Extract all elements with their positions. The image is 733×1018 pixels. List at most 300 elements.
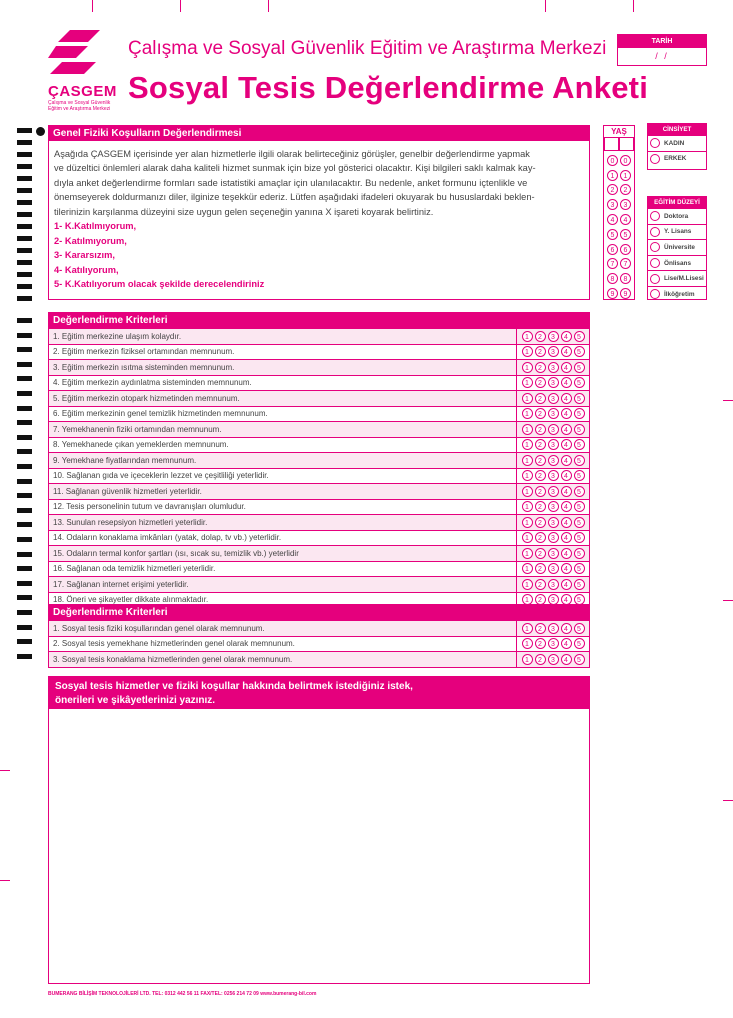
radio-circle[interactable] xyxy=(650,274,660,284)
rating-bubble[interactable]: 5 xyxy=(574,654,585,665)
edge-tick xyxy=(0,880,10,881)
rating-bubble[interactable]: 4 xyxy=(561,501,572,512)
timing-mark xyxy=(17,493,32,498)
rating-bubble[interactable]: 1 xyxy=(522,455,533,466)
timing-mark xyxy=(17,552,32,557)
criteria-text: 18. Öneri ve şikayetler dikkate alınmaktadır. xyxy=(53,595,209,605)
rating-bubble[interactable]: 2 xyxy=(535,501,546,512)
timing-mark xyxy=(17,296,32,301)
age-digit-bubble[interactable]: 9 xyxy=(620,288,631,299)
age-digit-row xyxy=(604,227,634,242)
timing-mark xyxy=(17,347,32,352)
gender-label: CİNSİYET xyxy=(648,124,706,135)
timing-mark xyxy=(17,333,32,338)
rating-bubble[interactable]: 5 xyxy=(574,486,585,497)
rating-bubble[interactable]: 5 xyxy=(574,455,585,466)
rating-bubble[interactable]: 3 xyxy=(548,563,559,574)
age-digit-row xyxy=(604,286,634,301)
rating-bubble[interactable]: 2 xyxy=(535,532,546,543)
criteria-rows xyxy=(49,620,589,667)
timing-mark xyxy=(17,566,32,571)
age-digit-row xyxy=(604,197,634,212)
education-option[interactable] xyxy=(648,270,706,286)
rating-options xyxy=(516,376,589,391)
info-line: ve düzeltici önlemleri alarak daha kaliteli hizmet sunmak için bize yol gösterici olacaktır. Kişi bilgileri saklı kalmak kay- xyxy=(54,163,536,174)
age-field xyxy=(603,125,635,300)
rating-bubble[interactable]: 4 xyxy=(561,377,572,388)
timing-mark xyxy=(17,318,32,323)
education-label: EĞİTİM DÜZEYİ xyxy=(648,197,706,208)
criteria-row xyxy=(49,545,589,561)
edge-tick xyxy=(723,800,733,801)
rating-bubble[interactable]: 1 xyxy=(522,563,533,574)
rating-bubble[interactable]: 1 xyxy=(522,486,533,497)
rating-bubble[interactable]: 3 xyxy=(548,362,559,373)
rating-bubble[interactable]: 2 xyxy=(535,331,546,342)
info-text xyxy=(49,141,589,219)
scale-item: 4- Katılıyorum, xyxy=(54,264,119,275)
rating-bubble[interactable]: 3 xyxy=(548,486,559,497)
rating-bubble[interactable]: 1 xyxy=(522,346,533,357)
rating-bubble[interactable]: 5 xyxy=(574,501,585,512)
radio-circle[interactable] xyxy=(650,154,660,164)
rating-bubble[interactable]: 2 xyxy=(535,424,546,435)
criteria-text: 11. Sağlanan güvenlik hizmetleri yeterlidir. xyxy=(53,486,202,496)
logo-text: ÇASGEM xyxy=(48,83,117,100)
timing-mark xyxy=(17,654,32,659)
rating-bubble[interactable]: 4 xyxy=(561,532,572,543)
timing-mark xyxy=(17,391,32,396)
rating-bubble[interactable]: 2 xyxy=(535,377,546,388)
rating-bubble[interactable]: 4 xyxy=(561,548,572,559)
education-box xyxy=(647,196,707,300)
rating-bubble[interactable]: 2 xyxy=(535,517,546,528)
rating-options xyxy=(516,422,589,437)
rating-bubble[interactable]: 2 xyxy=(535,362,546,373)
rating-bubble[interactable]: 4 xyxy=(561,638,572,649)
date-value: / / xyxy=(655,51,669,61)
rating-bubble[interactable]: 3 xyxy=(548,623,559,634)
age-digit-bubble[interactable]: 2 xyxy=(607,184,618,195)
rating-bubble[interactable]: 1 xyxy=(522,654,533,665)
rating-bubble[interactable]: 5 xyxy=(574,362,585,373)
rating-bubble[interactable]: 4 xyxy=(561,470,572,481)
education-option[interactable] xyxy=(648,255,706,271)
rating-bubble[interactable]: 3 xyxy=(548,470,559,481)
rating-bubble[interactable]: 1 xyxy=(522,331,533,342)
rating-bubble[interactable]: 5 xyxy=(574,393,585,404)
rating-bubble[interactable]: 5 xyxy=(574,377,585,388)
rating-bubble[interactable]: 2 xyxy=(535,470,546,481)
rating-bubble[interactable]: 5 xyxy=(574,424,585,435)
rating-bubble[interactable]: 5 xyxy=(574,331,585,342)
rating-bubble[interactable]: 1 xyxy=(522,470,533,481)
rating-bubble[interactable]: 4 xyxy=(561,563,572,574)
rating-bubble[interactable]: 3 xyxy=(548,424,559,435)
option-label: Doktora xyxy=(664,212,689,220)
criteria-row xyxy=(49,483,589,499)
timing-mark xyxy=(17,260,32,265)
edge-tick xyxy=(723,400,733,401)
rating-bubble[interactable]: 3 xyxy=(548,377,559,388)
rating-bubble[interactable]: 5 xyxy=(574,517,585,528)
scale-item: 1- K.Katılmıyorum, xyxy=(54,221,137,232)
rating-bubble[interactable]: 5 xyxy=(574,532,585,543)
rating-options xyxy=(516,652,589,667)
timing-mark xyxy=(17,639,32,644)
criteria-text: 6. Eğitim merkezinin genel temizlik hizmetinden memnunum. xyxy=(53,409,268,419)
rating-bubble[interactable]: 5 xyxy=(574,346,585,357)
comment-title-line: önerileri ve şikâyetlerinizi yazınız. xyxy=(55,695,216,706)
edge-tick xyxy=(92,0,93,12)
option-label: İlköğretim xyxy=(664,290,695,298)
education-option[interactable] xyxy=(648,208,706,224)
timing-mark xyxy=(17,420,32,425)
criteria-text: 9. Yemekhane fiyatlarından memnunum. xyxy=(53,455,197,465)
rating-bubble[interactable]: 2 xyxy=(535,548,546,559)
rating-bubble[interactable]: 3 xyxy=(548,346,559,357)
timing-mark xyxy=(17,406,32,411)
criteria-text: 16. Sağlanan oda temizlik hizmetleri yeterlidir. xyxy=(53,564,216,574)
page-title: Sosyal Tesis Değerlendirme Anketi xyxy=(128,70,649,105)
rating-bubble[interactable]: 1 xyxy=(522,579,533,590)
education-option[interactable] xyxy=(648,286,706,302)
criteria-text: 8. Yemekhanede çıkan yemeklerden memnunum. xyxy=(53,440,229,450)
criteria-row xyxy=(49,468,589,484)
rating-options xyxy=(516,391,589,406)
criteria-panel-title: Değerlendirme Kriterleri xyxy=(49,313,589,328)
rating-bubble[interactable]: 4 xyxy=(561,654,572,665)
rating-bubble[interactable]: 4 xyxy=(561,408,572,419)
age-digit-bubble[interactable]: 1 xyxy=(607,170,618,181)
casgem-logo xyxy=(48,28,118,114)
criteria-row xyxy=(49,636,589,652)
rating-bubble[interactable]: 4 xyxy=(561,393,572,404)
rating-options xyxy=(516,484,589,499)
comment-title xyxy=(49,677,589,709)
criteria-row xyxy=(49,514,589,530)
criteria-row xyxy=(49,359,589,375)
rating-bubble[interactable]: 2 xyxy=(535,563,546,574)
rating-bubble[interactable]: 1 xyxy=(522,393,533,404)
date-label: TARİH xyxy=(618,35,706,48)
comment-textarea[interactable] xyxy=(49,709,589,981)
timing-mark xyxy=(17,362,32,367)
criteria-text: 4. Eğitim merkezin aydınlatma sisteminden memnunum. xyxy=(53,378,252,388)
rating-bubble[interactable]: 3 xyxy=(548,408,559,419)
criteria-text: 3. Eğitim merkezin ısıtma sisteminden memnunum. xyxy=(53,362,235,372)
rating-bubble[interactable]: 3 xyxy=(548,501,559,512)
criteria-row xyxy=(49,437,589,453)
education-option[interactable] xyxy=(648,239,706,255)
rating-bubble[interactable]: 3 xyxy=(548,638,559,649)
timing-mark xyxy=(17,610,32,615)
age-digit-bubble[interactable]: 2 xyxy=(620,184,631,195)
age-digit-row xyxy=(604,212,634,227)
radio-circle[interactable] xyxy=(650,211,660,221)
timing-mark xyxy=(17,236,32,241)
rating-options xyxy=(516,546,589,561)
age-digit-bubble[interactable]: 9 xyxy=(607,288,618,299)
option-label: Y. Lisans xyxy=(664,228,692,236)
criteria-text: 1. Sosyal tesis fiziki koşullarından genel olarak memnunum. xyxy=(53,623,265,633)
radio-circle[interactable] xyxy=(650,138,660,148)
age-digit-grid xyxy=(604,151,634,301)
age-digit-row xyxy=(604,153,634,168)
rating-bubble[interactable]: 1 xyxy=(522,408,533,419)
scale-item: 3- Kararsızım, xyxy=(54,250,115,261)
rating-bubble[interactable]: 5 xyxy=(574,439,585,450)
age-digit-bubble[interactable]: 3 xyxy=(620,199,631,210)
age-digit-bubble[interactable]: 4 xyxy=(620,214,631,225)
criteria-row xyxy=(49,561,589,577)
scale-list xyxy=(49,219,589,292)
rating-bubble[interactable]: 1 xyxy=(522,501,533,512)
rating-options xyxy=(516,515,589,530)
age-digit-bubble[interactable]: 6 xyxy=(607,244,618,255)
criteria-text: 5. Eğitim merkezin otopark hizmetinden memnunum. xyxy=(53,393,240,403)
timing-mark xyxy=(17,625,32,630)
option-label: Üniversite xyxy=(664,243,695,251)
criteria-row xyxy=(49,328,589,344)
rating-bubble[interactable]: 3 xyxy=(548,393,559,404)
rating-options xyxy=(516,531,589,546)
age-digit-bubble[interactable]: 8 xyxy=(620,273,631,284)
rating-bubble[interactable]: 4 xyxy=(561,517,572,528)
center-name: Çalışma ve Sosyal Güvenlik Eğitim ve Araştırma Merkezi xyxy=(128,38,607,59)
rating-bubble[interactable]: 4 xyxy=(561,623,572,634)
rating-bubble[interactable]: 2 xyxy=(535,594,546,605)
date-field[interactable] xyxy=(617,34,707,66)
rating-bubble[interactable]: 3 xyxy=(548,594,559,605)
age-digit-bubble[interactable]: 6 xyxy=(620,244,631,255)
rating-bubble[interactable]: 3 xyxy=(548,532,559,543)
rating-options xyxy=(516,621,589,636)
age-digit-bubble[interactable]: 0 xyxy=(620,155,631,166)
edge-tick xyxy=(545,0,546,12)
footer-text: BUMERANG BİLİŞİM TEKNOLOJİLERİ LTD. TEL: 0312 442 56 11 FAX/TEL: 0256 214 72 09 www.bumerang-bil.com xyxy=(48,991,317,997)
rating-options xyxy=(516,438,589,453)
timing-mark xyxy=(17,176,32,181)
info-panel xyxy=(48,125,590,300)
rating-options xyxy=(516,500,589,515)
rating-bubble[interactable]: 1 xyxy=(522,638,533,649)
criteria-text: 7. Yemekhanenin fiziki ortamından memnunum. xyxy=(53,424,222,434)
timing-mark xyxy=(17,435,32,440)
criteria-row xyxy=(49,651,589,667)
rating-options xyxy=(516,360,589,375)
criteria-row xyxy=(49,499,589,515)
rating-bubble[interactable]: 2 xyxy=(535,408,546,419)
criteria-text: 2. Sosyal tesis yemekhane hizmetlerinden genel olarak memnunum. xyxy=(53,639,295,649)
gender-option-erkek[interactable] xyxy=(648,151,706,167)
rating-bubble[interactable]: 4 xyxy=(561,455,572,466)
radio-circle[interactable] xyxy=(650,258,660,268)
timing-mark xyxy=(17,581,32,586)
gender-option-kadin[interactable] xyxy=(648,135,706,151)
criteria-row xyxy=(49,421,589,437)
education-option[interactable] xyxy=(648,224,706,240)
rating-bubble[interactable]: 1 xyxy=(522,532,533,543)
rating-bubble[interactable]: 2 xyxy=(535,455,546,466)
timing-mark xyxy=(17,224,32,229)
timing-mark xyxy=(17,140,32,145)
age-digit-row xyxy=(604,183,634,198)
timing-mark xyxy=(17,284,32,289)
rating-bubble[interactable]: 2 xyxy=(535,486,546,497)
rating-bubble[interactable]: 2 xyxy=(535,638,546,649)
rating-bubble[interactable]: 3 xyxy=(548,654,559,665)
criteria-text: 12. Tesis personelinin tutum ve davranışları olumludur. xyxy=(53,502,246,512)
timing-mark xyxy=(17,164,32,169)
rating-bubble[interactable]: 2 xyxy=(535,393,546,404)
rating-bubble[interactable]: 2 xyxy=(535,439,546,450)
option-label: ERKEK xyxy=(664,155,687,163)
age-digit-row xyxy=(604,257,634,272)
criteria-text: 13. Sunulan resepsiyon hizmetleri yeterlidir. xyxy=(53,517,208,527)
criteria-text: 3. Sosyal tesis konaklama hizmetlerinden genel olarak memnunum. xyxy=(53,654,293,664)
rating-bubble[interactable]: 5 xyxy=(574,623,585,634)
timing-mark xyxy=(17,479,32,484)
timing-mark xyxy=(17,200,32,205)
rating-bubble[interactable]: 4 xyxy=(561,579,572,590)
scale-item: 5- K.Katılıyorum olacak şekilde derecelendiriniz xyxy=(54,279,265,290)
rating-bubble[interactable]: 1 xyxy=(522,377,533,388)
criteria-row xyxy=(49,375,589,391)
criteria-row xyxy=(49,620,589,636)
rating-bubble[interactable]: 3 xyxy=(548,455,559,466)
rating-bubble[interactable]: 4 xyxy=(561,439,572,450)
age-digit-bubble[interactable]: 5 xyxy=(607,229,618,240)
age-digit-bubble[interactable]: 7 xyxy=(620,258,631,269)
age-digit-row xyxy=(604,271,634,286)
age-digit-bubble[interactable]: 7 xyxy=(607,258,618,269)
info-line: dıyla anket değerlendirme formları sade istatistiki amaçlar için ulanılacaktır. Bu nedenle, anket formunu içtenlikle ve xyxy=(54,177,528,188)
rating-bubble[interactable]: 3 xyxy=(548,331,559,342)
timing-mark xyxy=(17,464,32,469)
logo-subtitle-1: Çalışma ve Sosyal Güvenlik xyxy=(48,100,111,106)
rating-bubble[interactable]: 2 xyxy=(535,623,546,634)
rating-bubble[interactable]: 4 xyxy=(561,424,572,435)
rating-options xyxy=(516,469,589,484)
rating-bubble[interactable]: 4 xyxy=(561,331,572,342)
criteria-text: 17. Sağlanan internet erişimi yeterlidir. xyxy=(53,579,189,589)
age-digit-bubble[interactable]: 5 xyxy=(620,229,631,240)
criteria-panel-2 xyxy=(48,604,590,668)
edge-tick xyxy=(0,770,10,771)
edge-tick xyxy=(633,0,634,12)
criteria-row xyxy=(49,452,589,468)
age-digit-bubble[interactable]: 3 xyxy=(607,199,618,210)
rating-bubble[interactable]: 1 xyxy=(522,424,533,435)
criteria-row xyxy=(49,406,589,422)
criteria-rows xyxy=(49,328,589,607)
criteria-text: 14. Odaların konaklama imkânları (yatak, dolap, tv vb.) yeterlidir. xyxy=(53,533,282,543)
timing-bullet xyxy=(36,127,45,136)
timing-mark xyxy=(17,537,32,542)
rating-bubble[interactable]: 2 xyxy=(535,346,546,357)
rating-bubble[interactable]: 4 xyxy=(561,486,572,497)
comment-title-line: Sosyal tesis hizmetler ve fiziki koşullar hakkında belirtmek istediğiniz istek, xyxy=(55,681,413,692)
rating-bubble[interactable]: 3 xyxy=(548,517,559,528)
edge-tick xyxy=(268,0,269,12)
timing-mark xyxy=(17,188,32,193)
criteria-row xyxy=(49,576,589,592)
scale-item: 2- Katılmıyorum, xyxy=(54,235,127,246)
rating-bubble[interactable]: 1 xyxy=(522,594,533,605)
age-digit-bubble[interactable]: 0 xyxy=(607,155,618,166)
rating-options xyxy=(516,329,589,344)
rating-bubble[interactable]: 5 xyxy=(574,638,585,649)
gender-box xyxy=(647,123,707,170)
rating-bubble[interactable]: 5 xyxy=(574,408,585,419)
radio-circle[interactable] xyxy=(650,242,660,252)
timing-mark xyxy=(17,248,32,253)
rating-bubble[interactable]: 1 xyxy=(522,439,533,450)
rating-bubble[interactable]: 3 xyxy=(548,439,559,450)
rating-bubble[interactable]: 3 xyxy=(548,548,559,559)
rating-bubble[interactable]: 5 xyxy=(574,470,585,481)
info-line: Aşağıda ÇASGEM içerisinde yer alan hizmetlerle ilgili olarak belirteceğiniz görüşler, genelbir değerlendirme yapmak xyxy=(54,149,530,159)
timing-mark xyxy=(17,449,32,454)
option-label: Lise/M.Lisesi xyxy=(664,275,704,283)
timing-mark xyxy=(17,212,32,217)
criteria-text: 10. Sağlanan gıda ve içeceklerin lezzet ve çeşitliliği yeterlidir. xyxy=(53,471,269,481)
logo-subtitle-2: Eğitim ve Araştırma Merkezi xyxy=(48,106,111,112)
rating-bubble[interactable]: 5 xyxy=(574,594,585,605)
comment-panel xyxy=(48,676,590,984)
criteria-row xyxy=(49,344,589,360)
rating-bubble[interactable]: 1 xyxy=(522,548,533,559)
radio-circle[interactable] xyxy=(650,289,660,299)
criteria-text: 1. Eğitim merkezine ulaşım kolaydır. xyxy=(53,331,182,341)
edge-tick xyxy=(180,0,181,12)
radio-circle[interactable] xyxy=(650,227,660,237)
rating-bubble[interactable]: 3 xyxy=(548,579,559,590)
age-digit-bubble[interactable]: 1 xyxy=(620,170,631,181)
rating-options xyxy=(516,407,589,422)
criteria-row xyxy=(49,530,589,546)
timing-mark xyxy=(17,508,32,513)
age-digit-bubble[interactable]: 8 xyxy=(607,273,618,284)
rating-options xyxy=(516,345,589,360)
rating-options xyxy=(516,453,589,468)
rating-bubble[interactable]: 2 xyxy=(535,579,546,590)
timing-mark xyxy=(17,376,32,381)
rating-bubble[interactable]: 1 xyxy=(522,517,533,528)
criteria-panel-1 xyxy=(48,312,590,608)
timing-mark xyxy=(17,522,32,527)
timing-mark xyxy=(17,152,32,157)
edge-tick xyxy=(723,600,733,601)
rating-bubble[interactable]: 5 xyxy=(574,548,585,559)
rating-bubble[interactable]: 1 xyxy=(522,362,533,373)
criteria-panel-title: Değerlendirme Kriterleri xyxy=(49,605,589,620)
age-digit-bubble[interactable]: 4 xyxy=(607,214,618,225)
rating-bubble[interactable]: 1 xyxy=(522,623,533,634)
rating-bubble[interactable]: 2 xyxy=(535,654,546,665)
rating-bubble[interactable]: 4 xyxy=(561,362,572,373)
rating-bubble[interactable]: 5 xyxy=(574,579,585,590)
rating-options xyxy=(516,562,589,577)
rating-bubble[interactable]: 5 xyxy=(574,563,585,574)
age-write-boxes[interactable] xyxy=(604,137,634,151)
age-digit-row xyxy=(604,168,634,183)
age-label: YAŞ xyxy=(611,127,627,136)
timing-mark xyxy=(17,595,32,600)
rating-bubble[interactable]: 4 xyxy=(561,594,572,605)
rating-bubble[interactable]: 4 xyxy=(561,346,572,357)
